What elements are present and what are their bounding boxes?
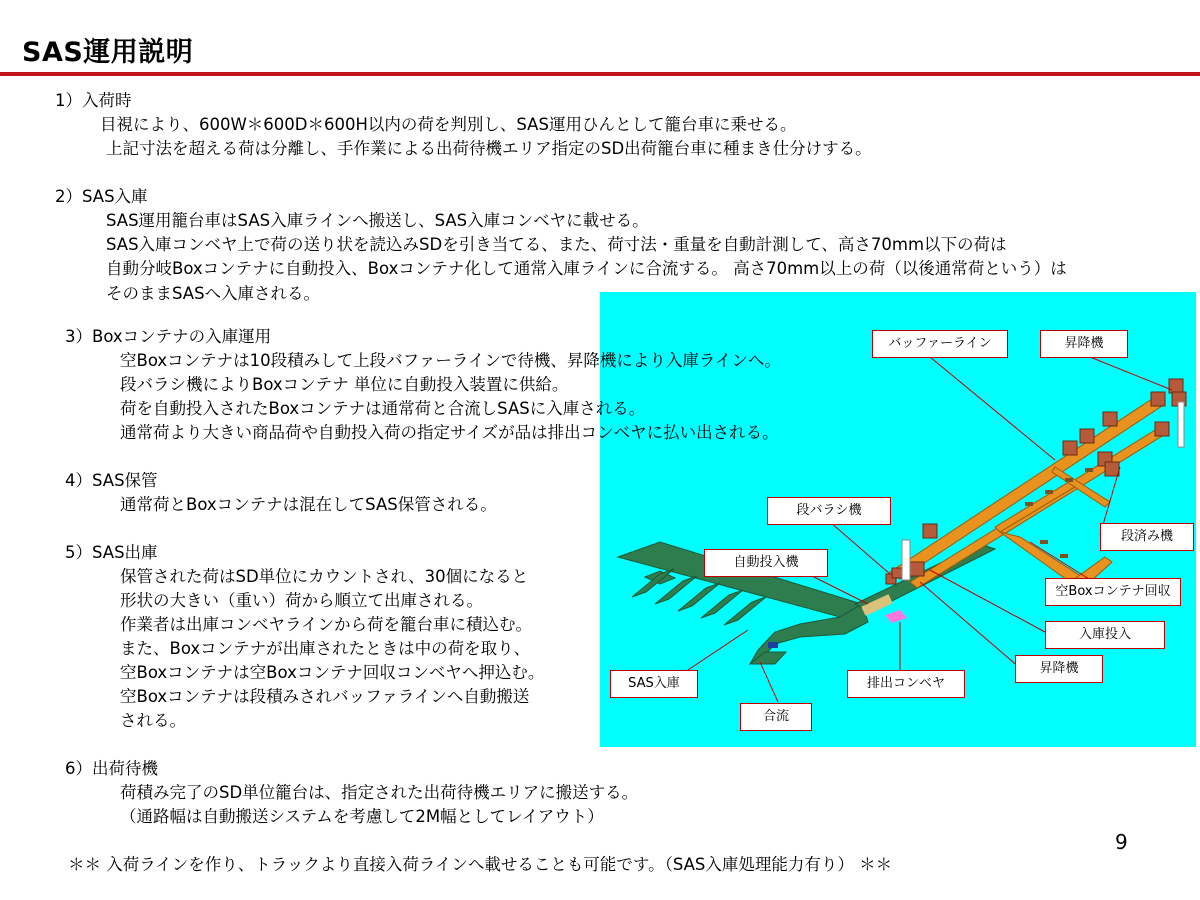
section-5-line: 保管された荷はSD単位にカウントされ、30個になると bbox=[120, 567, 529, 586]
section-5-line: 空Boxコンテナは段積みされバッファラインへ自動搬送 bbox=[120, 687, 530, 706]
section-3-heading: 3）Boxコンテナの入庫運用 bbox=[65, 327, 272, 346]
label-discharge-conveyor: 排出コンベヤ bbox=[847, 670, 965, 698]
section-1-line: 上記寸法を超える荷は分離し、手作業による出荷待機エリア指定のSD出荷籠台車に種まき仕分けする。 bbox=[106, 139, 872, 158]
section-5-line: される。 bbox=[120, 711, 186, 730]
section-5-heading: 5）SAS出庫 bbox=[65, 543, 158, 562]
label-empty-box-return: 空Boxコンテナ回収 bbox=[1045, 578, 1181, 606]
discharge-point bbox=[885, 610, 907, 623]
section-3-line: 空Boxコンテナは10段積みして上段バファーラインで待機、昇降機により入庫ラインへ。 bbox=[120, 351, 781, 370]
label-merge: 合流 bbox=[740, 703, 812, 731]
section-5-line: 作業者は出庫コンベヤラインから荷を籠台車に積込む。 bbox=[120, 615, 533, 634]
lift-column-top bbox=[1178, 402, 1184, 447]
footer-note: ＊＊ 入荷ラインを作り、トラックより直接入荷ラインへ載せることも可能です。（SAS入庫処理能力有り） ＊＊ bbox=[68, 855, 893, 874]
section-6-line: （通路幅は自動搬送システムを考慮して2M幅としてレイアウト） bbox=[120, 807, 604, 826]
label-buffer-line: バッファーライン bbox=[872, 330, 1008, 358]
section-2-line: SAS入庫コンベヤ上で荷の送り状を読込みSDを引き当てる、また、荷寸法・重量を自動計測して、高さ70mm以下の荷は bbox=[106, 235, 1007, 254]
box-marker bbox=[768, 642, 778, 648]
section-3-line: 段バラシ機によりBoxコンテナ 単位に自動投入装置に供給。 bbox=[120, 375, 569, 394]
label-auto-loader: 自動投入機 bbox=[704, 549, 828, 577]
section-1-line: 目視により、600W＊600D＊600H以内の荷を判別し、SAS運用ひんとして籠台車に乗せる。 bbox=[100, 115, 797, 134]
label-lift-bottom: 昇降機 bbox=[1015, 655, 1103, 683]
section-4-heading: 4）SAS保管 bbox=[65, 471, 158, 490]
section-5-line: 空Boxコンテナは空Boxコンテナ回収コンベヤへ押込む。 bbox=[120, 663, 545, 682]
section-2-line: そのままSASへ入庫される。 bbox=[106, 284, 321, 303]
section-6-heading: 6）出荷待機 bbox=[65, 759, 158, 778]
label-lift-top: 昇降機 bbox=[1040, 330, 1128, 358]
page-title: SAS運用説明 bbox=[22, 37, 194, 68]
section-3-line: 通常荷より大きい商品荷や自動投入荷の指定サイズが品は排出コンベヤに払い出される。 bbox=[120, 423, 779, 442]
label-destacker: 段バラシ機 bbox=[767, 497, 891, 525]
page-number: 9 bbox=[1115, 830, 1128, 854]
buffer-line-conveyor bbox=[890, 397, 1167, 588]
label-sas-inbound: SAS入庫 bbox=[610, 670, 698, 698]
section-2-line: SAS運用籠台車はSAS入庫ラインへ搬送し、SAS入庫コンベヤに載せる。 bbox=[106, 211, 649, 230]
title-rule bbox=[0, 72, 1200, 76]
section-4-line: 通常荷とBoxコンテナは混在してSAS保管される。 bbox=[120, 495, 497, 514]
section-5-line: 形状の大きい（重い）荷から順立て出庫される。 bbox=[120, 591, 483, 610]
label-stacker: 段済み機 bbox=[1100, 523, 1194, 551]
lift-column bbox=[902, 540, 910, 580]
section-3-line: 荷を自動投入されたBoxコンテナは通常荷と合流しSASに入庫される。 bbox=[120, 399, 646, 418]
section-1-heading: 1）入荷時 bbox=[55, 91, 132, 110]
section-2-heading: 2）SAS入庫 bbox=[55, 187, 148, 206]
section-2-line: 自動分岐Boxコンテナに自動投入、Boxコンテナ化して通常入庫ラインに合流する。 高さ70mm以上の荷（以後通常荷という）は bbox=[106, 259, 1067, 278]
label-inbound-feed: 入庫投入 bbox=[1045, 621, 1165, 649]
section-5-line: また、Boxコンテナが出庫されたときは中の荷を取り、 bbox=[120, 639, 531, 658]
section-6-line: 荷積み完了のSD単位籠台は、指定された出荷待機エリアに搬送する。 bbox=[120, 783, 639, 802]
